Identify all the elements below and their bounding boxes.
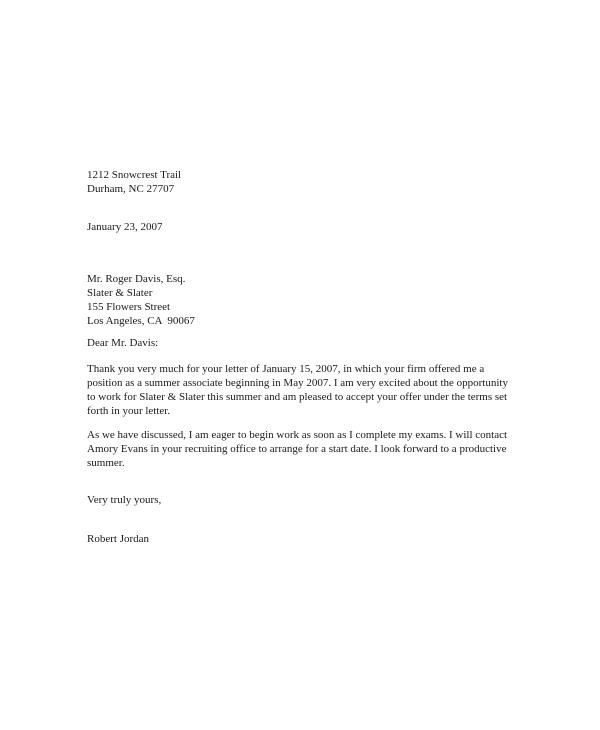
paragraph-1-line: position as a summer associate beginning in May 2007. I am very excited about the opportunity: [87, 377, 508, 389]
recipient-company: Slater & Slater: [87, 287, 153, 299]
signature-block: [87, 532, 149, 546]
sender-address: [87, 168, 181, 196]
letter-date: [87, 220, 162, 234]
body-paragraph-2: [87, 428, 507, 470]
paragraph-1-line: Thank you very much for your letter of January 15, 2007, in which your firm offered me a: [87, 363, 485, 375]
signature-name: Robert Jordan: [87, 533, 150, 545]
sender-address-line1: 1212 Snowcrest Trail: [87, 169, 182, 181]
sender-address-line2: Durham, NC 27707: [87, 183, 175, 195]
paragraph-2-line: Amory Evans in your recruiting office to arrange for a start date. I look forward to a productive: [87, 443, 507, 455]
paragraph-1-line: forth in your letter.: [87, 405, 171, 417]
salutation: [87, 336, 158, 350]
recipient-address: [87, 272, 195, 328]
recipient-name: Mr. Roger Davis, Esq.: [87, 273, 186, 285]
closing: [87, 493, 161, 507]
salutation-text: Dear Mr. Davis:: [87, 337, 159, 349]
letter-date-text: January 23, 2007: [87, 221, 163, 233]
body-paragraph-1: [87, 362, 508, 418]
closing-text: Very truly yours,: [87, 494, 162, 506]
recipient-street: 155 Flowers Street: [87, 301, 171, 313]
paragraph-2-line: As we have discussed, I am eager to begin work as soon as I complete my exams. I will contact: [87, 429, 508, 441]
paragraph-1-line: to work for Slater & Slater this summer and am pleased to accept your offer under the terms set: [87, 391, 508, 403]
paragraph-2-line: summer.: [87, 457, 125, 469]
recipient-city-state-zip: Los Angeles, CA 90067: [87, 315, 195, 327]
